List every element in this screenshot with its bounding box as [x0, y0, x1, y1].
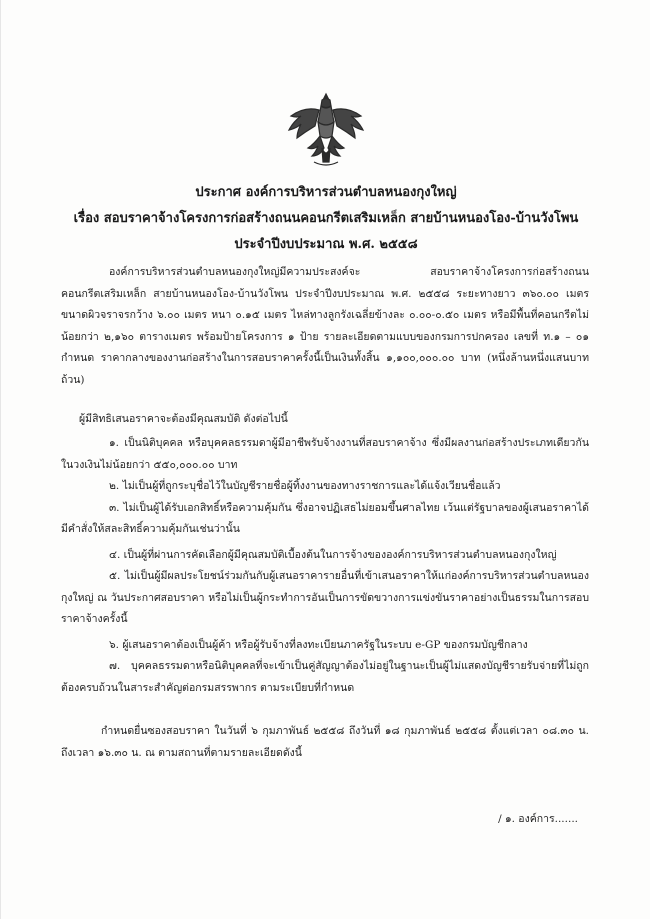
qualification-item-2: ๒. ไม่เป็นผู้ที่ถูกระบุชื่อไว้ในบัญชีรายชื่อผู้ทิ้งงานของทางราชการและได้แจ้งเวียนชื่อแล้ว: [109, 480, 501, 492]
page-continuation-note: / ๑. องค์การ.......: [498, 813, 578, 825]
qualification-item-4: ๔. เป็นผู้ที่ผ่านการคัดเลือกผู้มีคุณสมบัติเบื้องต้นในการจ้างขององค์การบริหารส่วนตำบลหนองกุงใหญ่: [109, 548, 557, 561]
announcement-body: [61, 262, 589, 764]
announcement-title-block: [1, 180, 650, 258]
title-line-3: ประจำปีงบประมาณ พ.ศ. ๒๕๕๘: [234, 237, 418, 252]
qualification-item-3: ๓. ไม่เป็นผู้ได้รับเอกสิทธิ์หรือความคุ้มกัน ซึ่งอาจปฏิเสธไม่ยอมขึ้นศาลไทย เว้นแต่รัฐบาลของผู้เสนอราคาได้มีคำสั่งให้สละสิทธิ์ความคุ้มกันเช่นว่านั้น: [61, 501, 589, 535]
qualifications-heading: ผู้มีสิทธิเสนอราคาจะต้องมีคุณสมบัติ ดังต่อไปนี้: [79, 413, 288, 425]
title-line-2: เรื่อง สอบราคาจ้างโครงการก่อสร้างถนนคอนกรีตเสริมเหล็ก สายบ้านหนองโอง-บ้านวังโพน: [73, 211, 579, 226]
qualification-item-5: ๕. ไม่เป็นผู้มีผลประโยชน์ร่วมกันกับผู้เสนอราคารายอื่นที่เข้าเสนอราคาให้แก่องค์การบริหารส่วนตำบลหนองกุงใหญ่ ณ วันประกาศสอบราคา หรือไม่เป็นผู้กระทำการอันเป็นการขัดขวางการแข่งขันราคาอย่างเป็นธรรมในการสอบราคาจ้างครั้งนี้: [61, 570, 589, 625]
garuda-emblem-icon: [286, 90, 366, 168]
qualification-item-7: ๗. บุคคลธรรมดาหรือนิติบุคคลที่จะเข้าเป็นคู่สัญญาต้องไม่อยู่ในฐานะเป็นผู้ไม่แสดงบัญชีรายรับจ่ายที่ไม่ถูกต้องครบถ้วนในสาระสำคัญต่อกรมสรรพากร ตามระเบียบที่กำหนด: [61, 660, 589, 694]
qualification-item-1: ๑. เป็นนิติบุคคล หรือบุคคลธรรมดาผู้มีอาชีพรับจ้างงานที่สอบราคาจ้าง ซึ่งมีผลงานก่อสร้างประเภทเดียวกัน ในวงเงินไม่น้อยกว่า ๕๕๐,๐๐๐.๐๐ บาท: [61, 437, 589, 471]
intro-paragraph: องค์การบริหารส่วนตำบลหนองกุงใหญ่มีความประสงค์จะ สอบราคาจ้างโครงการก่อสร้างถนนคอนกรีตเสริมเหล็ก สายบ้านหนองโอง-บ้านวังโพน ประจำปีงบประมาณ พ.ศ. ๒๕๕๘ ระยะทางยาว ๓๖๐.๐๐ เมตร ขนาดผิวจราจรกว้าง ๖.๐๐ เมตร หนา ๐.๑๕ เมตร ไหล่ทางลูกรังเฉลี่ยข้างละ ๐.๐๐-๐.๕๐ เมตร หรือมีพื้นที่คอนกรีตไม่น้อยกว่า ๒,๑๖๐ ตารางเมตร พร้อมป้ายโครงการ ๑ ป้าย รายละเอียดตามแบบของกรมการปกครอง เลขที่ ท.๑ – ๐๑ กำหนด ราคากลางของงานก่อสร้างในการสอบราคาครั้งนี้เป็นเงินทั้งสิ้น ๑,๑๐๐,๐๐๐.๐๐ บาท (หนึ่งล้านหนึ่งแสนบาทถ้วน): [61, 266, 589, 386]
title-line-1: ประกาศ องค์การบริหารส่วนตำบลหนองกุงใหญ่: [195, 185, 457, 200]
qualification-item-6: ๖. ผู้เสนอราคาต้องเป็นผู้ค้า หรือผู้รับจ้างที่ลงทะเบียนภาครัฐในระบบ e-GP ของกรมบัญชีกลาง: [109, 638, 528, 651]
submission-paragraph: กำหนดยื่นซองสอบราคา ในวันที่ ๖ กุมภาพันธ์ ๒๕๕๘ ถึงวันที่ ๑๘ กุมภาพันธ์ ๒๕๕๘ ตั้งแต่เวลา ๐๘.๓๐ น. ถึงเวลา ๑๖.๓๐ น. ณ ตามสถานที่ตามรายละเอียดดังนี้: [61, 725, 589, 759]
